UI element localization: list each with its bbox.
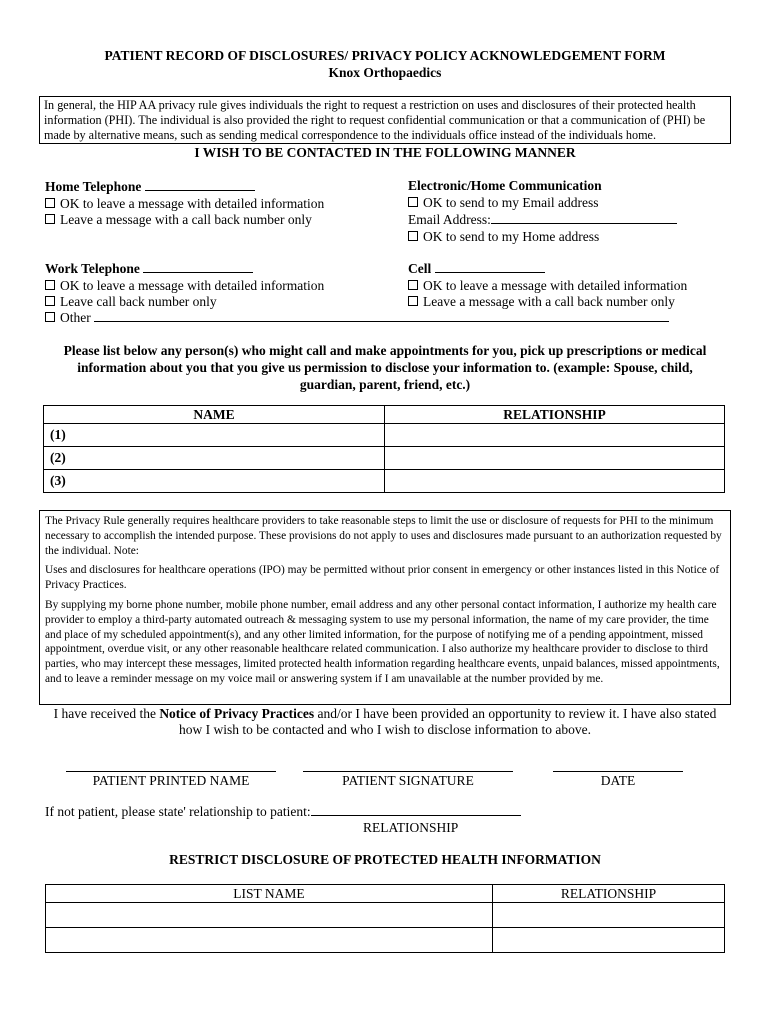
work-opt1-checkbox[interactable] bbox=[45, 280, 55, 290]
electronic-label: Electronic/Home Communication bbox=[408, 178, 602, 193]
email-address-line[interactable] bbox=[491, 211, 677, 224]
privacy-para-1: The Privacy Rule generally requires healthcare providers to take reasonable steps to limit the use or disclosure of requests for PHI to the minimum necessary to accomplish the intended purpose. These provisions do not apply to uses and disclosures made pursuant to an authorization requested by the individual. Note: bbox=[45, 515, 722, 557]
other-checkbox[interactable] bbox=[45, 312, 55, 322]
work-telephone-line[interactable] bbox=[143, 260, 253, 273]
home-opt2-checkbox[interactable] bbox=[45, 214, 55, 224]
other-row bbox=[45, 309, 685, 327]
home-opt2-label: Leave a message with a call back number only bbox=[60, 212, 312, 227]
intro-box bbox=[39, 96, 731, 144]
cell-section bbox=[408, 260, 728, 311]
cell-label: Cell bbox=[408, 261, 432, 276]
persons-row-1-name[interactable]: (1) bbox=[44, 424, 385, 447]
home-telephone-line[interactable] bbox=[145, 178, 255, 191]
ack-post: and/or I have been provided an opportunity to review it. I have also stated how I wish to be contacted and who I wish to disclose information to above. bbox=[178, 706, 717, 737]
persons-row-3-relationship[interactable] bbox=[385, 470, 725, 493]
contact-heading: I WISH TO BE CONTACTED IN THE FOLLOWING MANNER bbox=[194, 145, 576, 160]
restrict-table bbox=[45, 884, 725, 953]
home-telephone-label: Home Telephone bbox=[45, 179, 142, 194]
relationship-row bbox=[45, 803, 521, 820]
patient-signature-label: PATIENT SIGNATURE bbox=[342, 773, 474, 788]
cell-line[interactable] bbox=[435, 260, 545, 273]
patient-signature-field[interactable] bbox=[303, 771, 513, 789]
patient-printed-name-field[interactable] bbox=[66, 771, 276, 789]
table-row bbox=[46, 928, 725, 953]
electronic-section bbox=[408, 178, 728, 245]
work-telephone-section bbox=[45, 260, 385, 311]
ack-notice: Notice of Privacy Practices bbox=[159, 706, 315, 721]
restrict-row-2-name[interactable] bbox=[46, 928, 493, 953]
relationship-prompt: If not patient, please state' relationship to patient: bbox=[45, 804, 311, 819]
restrict-col-relationship: RELATIONSHIP bbox=[493, 885, 725, 903]
restrict-col-name: LIST NAME bbox=[46, 885, 493, 903]
cell-opt1-label: OK to leave a message with detailed information bbox=[423, 277, 688, 293]
intro-text: In general, the HIP AA privacy rule gives individuals the right to request a restriction on uses and disclosures of their protected health information (PHI). The individual is also provided the right to request confidential communication or that a communication of (PHI) be made by alternative means, such as sending medical correspondence to the individuals office instead of the individuals home. bbox=[44, 98, 706, 142]
cell-opt2-checkbox[interactable] bbox=[408, 296, 418, 306]
privacy-box bbox=[39, 510, 731, 705]
persons-row-1-relationship[interactable] bbox=[385, 424, 725, 447]
work-opt1-label: OK to leave a message with detailed information bbox=[60, 277, 325, 293]
restrict-row-2-relationship[interactable] bbox=[493, 928, 725, 953]
date-field[interactable] bbox=[553, 771, 683, 789]
persons-col-relationship: RELATIONSHIP bbox=[385, 406, 725, 424]
date-label: DATE bbox=[600, 773, 636, 788]
home-address-checkbox[interactable] bbox=[408, 231, 418, 241]
privacy-para-2: Uses and disclosures for healthcare operations (IPO) may be permitted without prior consent in emergency or other instances listed in this Notice of Privacy Practices. bbox=[45, 564, 720, 592]
email-address-label: Email Address: bbox=[408, 212, 491, 227]
persons-table bbox=[43, 405, 725, 493]
relationship-label: RELATIONSHIP bbox=[363, 820, 459, 835]
table-row bbox=[46, 903, 725, 928]
ack-pre: I have received the bbox=[53, 706, 160, 721]
restrict-row-1-relationship[interactable] bbox=[493, 903, 725, 928]
home-telephone-section bbox=[45, 178, 385, 229]
email-opt-label: OK to send to my Email address bbox=[423, 194, 599, 210]
acknowledgement bbox=[50, 706, 720, 738]
relationship-line[interactable] bbox=[311, 803, 521, 816]
cell-opt1-checkbox[interactable] bbox=[408, 280, 418, 290]
table-row bbox=[44, 424, 725, 447]
home-opt1-checkbox[interactable] bbox=[45, 198, 55, 208]
other-label: Other bbox=[60, 310, 91, 325]
other-line[interactable] bbox=[94, 309, 669, 322]
restrict-heading: RESTRICT DISCLOSURE OF PROTECTED HEALTH INFORMATION bbox=[169, 852, 601, 867]
cell-opt2-label: Leave a message with a call back number only bbox=[423, 294, 675, 309]
privacy-para-3: By supplying my borne phone number, mobile phone number, email address and any other personal contact information, I authorize my health care provider to employ a third-party automated outreach & messaging system to use my personal information, the name of my care provider, the time and place of my scheduled appointment(s), and any other limited information, for the purpose of notifying me of a pending appointment, missed appointment, overdue visit, or any other reasonable healthcare related communication. I also authorize my healthcare provider to disclose to third parties, who may intercept these messages, limited protected health information regarding healthcare events, unpaid balances, missed appointments, and to leave a reminder message on my voice mail or answering system if I am unavailable at the number provided by me. bbox=[45, 598, 720, 685]
work-opt2-label: Leave call back number only bbox=[60, 294, 217, 309]
form-title: PATIENT RECORD OF DISCLOSURES/ PRIVACY POLICY ACKNOWLEDGEMENT FORM bbox=[104, 48, 666, 63]
persons-instruction: Please list below any person(s) who might call and make appointments for you, pick up prescriptions or medical information about you that you give us permission to disclose your information to. (example: Spouse, child, guardian, parent, friend, etc.) bbox=[63, 343, 707, 392]
table-row bbox=[44, 447, 725, 470]
table-row bbox=[44, 470, 725, 493]
patient-printed-name-label: PATIENT PRINTED NAME bbox=[92, 773, 250, 788]
email-opt-checkbox[interactable] bbox=[408, 197, 418, 207]
work-telephone-label: Work Telephone bbox=[45, 261, 140, 276]
restrict-row-1-name[interactable] bbox=[46, 903, 493, 928]
persons-row-2-name[interactable]: (2) bbox=[44, 447, 385, 470]
home-opt1-label: OK to leave a message with detailed information bbox=[60, 195, 325, 211]
home-address-label: OK to send to my Home address bbox=[423, 228, 600, 244]
persons-row-3-name[interactable]: (3) bbox=[44, 470, 385, 493]
persons-row-2-relationship[interactable] bbox=[385, 447, 725, 470]
organization-name: Knox Orthopaedics bbox=[328, 65, 442, 80]
persons-col-name: NAME bbox=[44, 406, 385, 424]
work-opt2-checkbox[interactable] bbox=[45, 296, 55, 306]
